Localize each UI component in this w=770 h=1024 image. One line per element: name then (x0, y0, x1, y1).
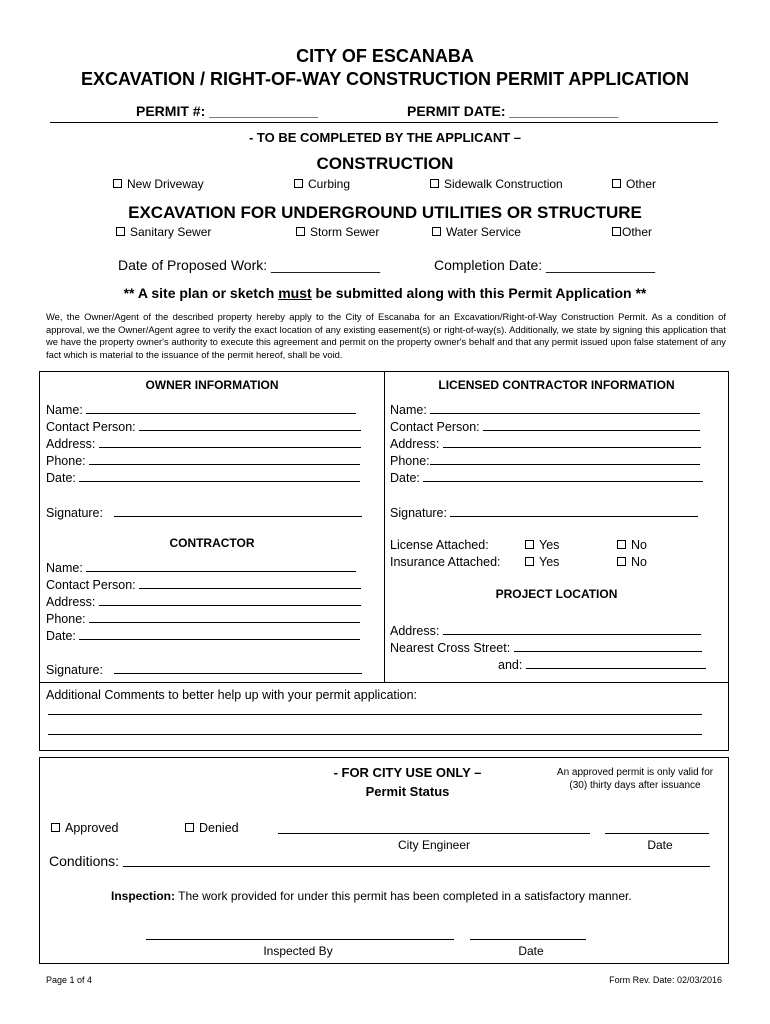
licensed-contractor-heading: LICENSED CONTRACTOR INFORMATION (438, 378, 675, 392)
proposed-work-date-field[interactable]: Date of Proposed Work: ______________ (118, 257, 381, 273)
checkbox-sanitary-sewer[interactable]: Sanitary Sewer (116, 225, 211, 239)
page-number: Page 1 of 4 (46, 975, 93, 985)
project-location-heading: PROJECT LOCATION (495, 587, 618, 601)
checkbox-storm-sewer[interactable]: Storm Sewer (296, 225, 379, 239)
checkbox-icon (525, 540, 534, 549)
permit-date-field[interactable]: PERMIT DATE: ______________ (407, 103, 619, 119)
excavation-heading: EXCAVATION FOR UNDERGROUND UTILITIES OR STRUCTURE (128, 203, 642, 222)
licensed-signature-field[interactable]: Signature: (390, 504, 698, 520)
completion-date-field[interactable]: Completion Date: ______________ (434, 257, 656, 273)
contractor-address-field[interactable]: Address: (46, 593, 361, 609)
contractor-phone-field[interactable]: Phone: (46, 610, 360, 626)
contractor-date-field[interactable]: Date: (46, 627, 360, 643)
checkbox-icon (294, 179, 303, 188)
checkbox-icon (51, 823, 60, 832)
city-engineer-label: City Engineer (397, 838, 471, 852)
form-title: EXCAVATION / RIGHT-OF-WAY CONSTRUCTION PERMIT APPLICATION (80, 69, 689, 89)
owner-phone-field[interactable]: Phone: (46, 452, 360, 468)
owner-contact-field[interactable]: Contact Person: (46, 418, 361, 434)
owner-date-field[interactable]: Date: (46, 469, 360, 485)
inspected-by-label: Inspected By (263, 944, 333, 958)
checkbox-excavation-other[interactable]: Other (612, 225, 652, 239)
form-revision-date: Form Rev. Date: 02/03/2016 (609, 975, 722, 985)
column-divider (384, 371, 385, 682)
owner-signature-field[interactable]: Signature: (46, 504, 362, 520)
checkbox-icon (617, 540, 626, 549)
construction-heading: CONSTRUCTION (316, 154, 454, 173)
inspection-date-line[interactable] (470, 939, 586, 940)
checkbox-sidewalk-construction[interactable]: Sidewalk Construction (430, 177, 563, 191)
comments-divider (40, 682, 728, 683)
contractor-heading: CONTRACTOR (169, 536, 255, 550)
checkbox-icon (296, 227, 305, 236)
contractor-name-field[interactable]: Name: (46, 559, 356, 575)
project-and-field[interactable]: and: (498, 656, 706, 672)
contractor-contact-field[interactable]: Contact Person: (46, 576, 361, 592)
licensed-contact-field[interactable]: Contact Person: (390, 418, 700, 434)
insurance-attached-label: Insurance Attached: (390, 555, 501, 569)
contractor-signature-field[interactable]: Signature: (46, 661, 362, 677)
applicant-note: - TO BE COMPLETED BY THE APPLICANT – (248, 130, 522, 145)
comments-line-2[interactable] (48, 734, 702, 735)
checkbox-icon (430, 179, 439, 188)
permit-number-field[interactable]: PERMIT #: ______________ (136, 103, 319, 119)
license-no-checkbox[interactable]: No (617, 538, 647, 552)
project-address-field[interactable]: Address: (390, 622, 701, 638)
permit-status-heading: Permit Status (365, 784, 450, 799)
owner-heading: OWNER INFORMATION (145, 378, 279, 392)
owner-address-field[interactable]: Address: (46, 435, 361, 451)
city-name: CITY OF ESCANABA (296, 46, 474, 66)
checkbox-icon (612, 179, 621, 188)
denied-checkbox[interactable]: Denied (185, 821, 239, 835)
inspected-by-line[interactable] (146, 939, 454, 940)
checkbox-water-service[interactable]: Water Service (432, 225, 521, 239)
licensed-name-field[interactable]: Name: (390, 401, 700, 417)
checkbox-curbing[interactable]: Curbing (294, 177, 350, 191)
approved-checkbox[interactable]: Approved (51, 821, 119, 835)
site-plan-note: ** A site plan or sketch must be submitted along with this Permit Application ** (123, 285, 647, 301)
checkbox-new-driveway[interactable]: New Driveway (113, 177, 204, 191)
city-use-heading: - FOR CITY USE ONLY – (333, 765, 482, 780)
license-yes-checkbox[interactable]: Yes (525, 538, 559, 552)
conditions-line[interactable] (123, 866, 710, 867)
insurance-no-checkbox[interactable]: No (617, 555, 647, 569)
checkbox-icon (525, 557, 534, 566)
validity-note-line-2: (30) thirty days after issuance (569, 780, 701, 791)
checkbox-icon (432, 227, 441, 236)
project-cross-street-field[interactable]: Nearest Cross Street: (390, 639, 702, 655)
licensed-date-field[interactable]: Date: (390, 469, 703, 485)
conditions-label: Conditions: (49, 853, 120, 869)
inspection-statement: Inspection: The work provided for under this permit has been completed in a satisfactory manner. (111, 889, 632, 903)
inspection-date-label: Date (518, 944, 544, 958)
validity-note-line-1: An approved permit is only valid for (556, 767, 714, 778)
owner-name-field[interactable]: Name: (46, 401, 356, 417)
licensed-address-field[interactable]: Address: (390, 435, 701, 451)
checkbox-icon (113, 179, 122, 188)
engineer-signature-line[interactable] (278, 833, 590, 834)
licensed-phone-field[interactable]: Phone: (390, 452, 700, 468)
engineer-date-label: Date (647, 838, 673, 852)
checkbox-icon (612, 227, 621, 236)
checkbox-construction-other[interactable]: Other (612, 177, 656, 191)
checkbox-icon (185, 823, 194, 832)
engineer-date-line[interactable] (605, 833, 709, 834)
comments-label: Additional Comments to better help up with your permit application: (46, 688, 418, 702)
checkbox-icon (116, 227, 125, 236)
insurance-yes-checkbox[interactable]: Yes (525, 555, 559, 569)
header-divider (50, 122, 718, 123)
applicant-statement: We, the Owner/Agent of the described property hereby apply to the City of Escanaba for an Excavation/Right-of-Way Construction Permit. As a condition of approval, we the Owner/Agent agree to verify the exact location of any existing easement(s) or right-of-way(s). Additionally, we state by signing this application that we have the property owner's authority to execute this agreement and permit on the property owner's behalf and that any permit issued upon false statement of any fact which is material to the issuance of the permit hereof, shall be void. (46, 311, 726, 360)
comments-line-1[interactable] (48, 714, 702, 715)
license-attached-label: License Attached: (390, 538, 489, 552)
checkbox-icon (617, 557, 626, 566)
